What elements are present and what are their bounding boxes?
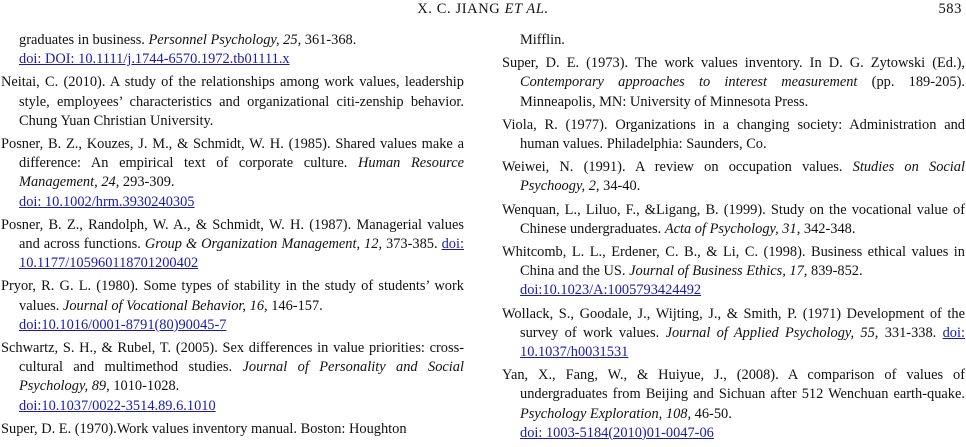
reference-entry xyxy=(502,116,965,154)
reference-journal: Contemporary approaches to interest measurement xyxy=(520,74,858,91)
doi-link[interactable]: doi:10.1016/0001-8791(80)90045-7 xyxy=(19,316,227,333)
reference-entry xyxy=(502,366,965,443)
reference-entry xyxy=(502,243,965,301)
reference-entry xyxy=(1,420,464,439)
reference-entry xyxy=(1,135,464,212)
reference-entry xyxy=(1,277,464,335)
reference-text: Mifflin. xyxy=(520,32,565,48)
reference-entry xyxy=(502,31,965,50)
reference-entry xyxy=(1,216,464,274)
running-header-authors xyxy=(0,1,966,18)
references-right-column xyxy=(502,31,965,447)
reference-journal: Journal of Business Ethics, 17, xyxy=(629,263,808,280)
reference-text: Viola, R. (1977). Organizations in a changing society: Administration and human values. Philadelphia: Saunders, Co. xyxy=(502,116,965,153)
reference-text: Neitai, C. (2010). A study of the relationships among work values, leadership style, employees’ characteristics and organizational citi-zenship behavior. Chung Yuan Christian University. xyxy=(1,74,464,129)
reference-text: Posner, B. Z., Randolph, W. A., & Schmidt, W. H. (1987). Managerial values and across functions. xyxy=(1,216,464,253)
reference-text: Wollack, S., Goodale, J., Wijting, J., & Smith, P. (1971) Development of the survey of work values. xyxy=(502,305,965,341)
doi-link[interactable]: doi: 10.1177/105960118701200402 xyxy=(19,236,464,272)
reference-entry xyxy=(1,339,464,416)
reference-text: Wenquan, L., Liluo, F., &Ligang, B. (1999). Study on the vocational value of Chinese undergraduates. xyxy=(502,201,965,237)
reference-journal: Journal of Applied Psychology, 55, xyxy=(665,324,879,341)
reference-journal: Psychology Exploration, 108, xyxy=(520,405,692,422)
reference-journal: Acta of Psychology, 31, xyxy=(664,220,801,237)
doi-line xyxy=(520,424,965,443)
reference-journal: Journal of Vocational Behavior, 16, xyxy=(62,297,268,314)
reference-pages: 373-385. xyxy=(382,236,442,253)
references-left-column xyxy=(1,31,464,443)
doi-link[interactable]: doi: DOI: 10.1111/j.1744-6570.1972.tb01111.x xyxy=(19,51,290,68)
reference-text: Super, D. E. (1973). The work values inventory. In D. G. Zytowski (Ed.), xyxy=(502,55,965,72)
reference-journal: Studies on Social Psychoogy, 2, xyxy=(520,159,965,195)
reference-entry xyxy=(502,158,965,196)
header-authors-plain: X. C. JIANG xyxy=(417,1,505,17)
doi-line xyxy=(19,193,464,212)
reference-pages: 342-348. xyxy=(800,220,856,237)
doi-line xyxy=(19,397,464,416)
reference-pages: 331-338. xyxy=(878,324,943,341)
reference-entry xyxy=(502,305,965,363)
reference-pages: (pp. 189-205). Minneapolis, MN: University of Minnesota Press. xyxy=(520,74,965,110)
reference-pages: 839-852. xyxy=(807,263,863,280)
reference-journal: Group & Organization Management, 12, xyxy=(144,236,383,253)
reference-text: Yan, X., Fang, W., & Huiyue, J., (2008). A comparison of values of undergraduates from Beijing and Sichuan after 512 Wenchuan earth-quake. xyxy=(502,367,965,403)
reference-text: Schwartz, S. H., & Rubel, T. (2005). Sex differences in value priorities: cross-cultural and multimethod studies. xyxy=(1,340,464,376)
reference-text: Posner, B. Z., Kouzes, J. M., & Schmidt, W. H. (1985). Shared values make a difference: An empirical text of corporate culture. xyxy=(1,136,464,172)
reference-pages: 361-368. xyxy=(301,32,357,48)
doi-link[interactable]: doi: 10.1002/hrm.3930240305 xyxy=(19,193,195,210)
reference-pages: 293-309. xyxy=(119,174,175,191)
reference-entry xyxy=(502,54,965,112)
reference-pages: 34-40. xyxy=(599,178,641,195)
running-header xyxy=(0,0,966,22)
doi-link[interactable]: doi: 10.1037/h0031531 xyxy=(520,324,965,361)
doi-line xyxy=(520,281,965,300)
doi-link[interactable]: doi: 1003-5184(2010)01-0047-06 xyxy=(520,424,714,441)
reference-pages: 1010-1028. xyxy=(109,378,180,395)
reference-entry xyxy=(502,201,965,239)
reference-journal: Human Resource Management, 24, xyxy=(19,155,464,191)
reference-pages: 146-157. xyxy=(267,297,323,314)
reference-journal: Journal of Personality and Social Psychology, 89, xyxy=(19,359,464,395)
doi-link[interactable]: doi:10.1037/0022-3514.89.6.1010 xyxy=(19,397,216,414)
reference-entry xyxy=(1,73,464,131)
page-number: 583 xyxy=(938,1,962,17)
reference-text: Whitcomb, L. L., Erdener, C. B., & Li, C. (1998). Business ethical values in China and the US. xyxy=(502,244,965,280)
reference-journal: Personnel Psychology, 25, xyxy=(148,32,302,48)
reference-text: graduates in business. xyxy=(19,32,149,48)
header-authors-italic: ET AL. xyxy=(504,1,549,17)
reference-text: Pryor, R. G. L. (1980). Some types of stability in the study of students’ work values. xyxy=(1,278,464,314)
reference-pages: 46-50. xyxy=(691,405,732,422)
doi-link[interactable]: doi:10.1023/A:1005793424492 xyxy=(520,282,702,299)
reference-text: Super, D. E. (1970).Work values inventory manual. Boston: Houghton xyxy=(1,420,407,437)
reference-entry xyxy=(1,31,464,69)
doi-line xyxy=(19,50,464,69)
reference-text: Weiwei, N. (1991). A review on occupation values. xyxy=(502,159,853,176)
doi-line xyxy=(19,316,464,335)
